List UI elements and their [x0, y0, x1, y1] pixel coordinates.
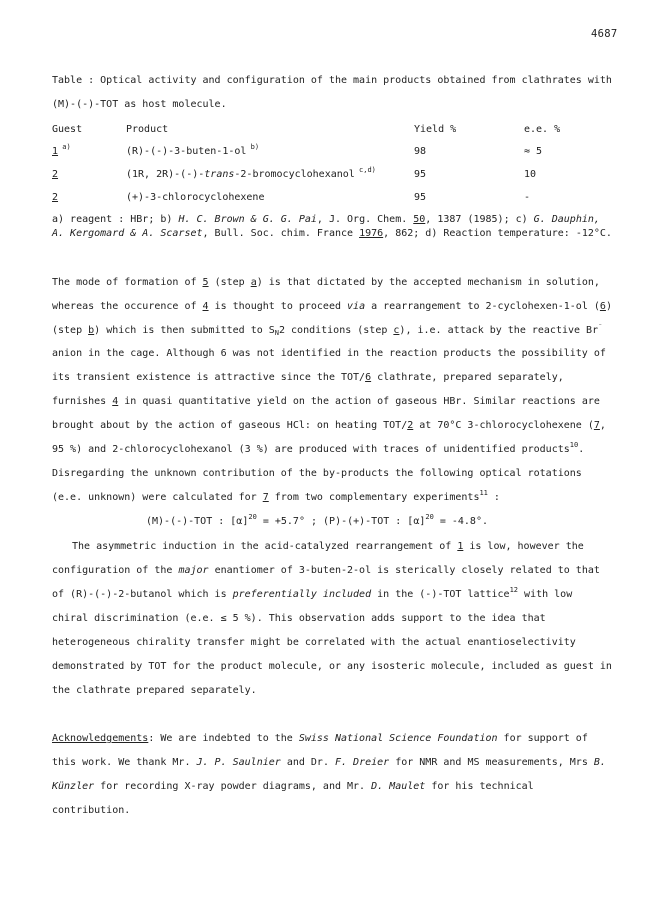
- p1-line: The mode of formation of 5 (step a) is that dictated by the accepted mechanism in solution,: [52, 277, 600, 288]
- p2-line: of (R)-(-)-2-butanol which is preferentially included in the (-)-TOT lattice$^{12}$ with low: [52, 586, 573, 600]
- p1-line: 95 %) and 2-chlorocyclohexanol (3 %) are produced with traces of unidentified products$^{10}$.: [52, 441, 585, 455]
- p2-line: demonstrated by TOT for the product molecule, or any isosteric molecule, included as guest in: [52, 661, 612, 672]
- p2-line: The asymmetric induction in the acid-catalyzed rearrangement of 1 is low, however the: [72, 541, 584, 552]
- p2-line: the clathrate prepared separately.: [52, 685, 257, 696]
- ack-line: contribution.: [52, 805, 131, 816]
- table-header-yield: Yield %: [414, 124, 457, 135]
- table-footnote-line-2: A. Kergomard & A. Scarset, Bull. Soc. chim. France 1976, 862; d) Reaction temperature: -12°C.: [52, 228, 612, 239]
- table-footnote-line-1: a) reagent : HBr; b) H. C. Brown & G. G. Pai, J. Org. Chem. 50, 1387 (1985); c) G. Dauphin,: [52, 214, 600, 225]
- p1-line: (e.e. unknown) were calculated for 7 from two complementary experiments$^{11}$ :: [52, 489, 500, 503]
- ack-line: Künzler for recording X-ray powder diagrams, and Mr. D. Maulet for his technical: [52, 781, 534, 792]
- p1-line: anion in the cage. Although 6 was not identified in the reaction products the possibility of: [52, 348, 606, 359]
- table-row-3-guest: 2: [52, 192, 59, 203]
- page-number: 4687: [591, 28, 618, 40]
- p1-line: whereas the occurence of 4 is thought to proceed via a rearrangement to 2-cyclohexen-1-ol (6): [52, 301, 612, 312]
- table-row-3-product: (+)-3-chlorocyclohexene: [126, 192, 265, 203]
- table-row-1-product: (R)-(-)-3-buten-1-ol $^{b)}$: [126, 143, 260, 157]
- p1-line: its transient existence is attractive since the TOT/6 clathrate, prepared separately,: [52, 372, 564, 383]
- table-row-1-guest: 1 $^{a)}$: [52, 143, 71, 157]
- p2-line: configuration of the major enantiomer of 3-buten-2-ol is sterically closely related to that: [52, 565, 600, 576]
- p1-line: furnishes 4 in quasi quantitative yield on the action of gaseous HBr. Similar reactions are: [52, 396, 600, 407]
- table-caption-line-2: (M)-(-)-TOT as host molecule.: [52, 99, 227, 110]
- p1-line: brought about by the action of gaseous HCl: on heating TOT/2 at 70°C 3-chlorocyclohexene (7,: [52, 420, 606, 431]
- table-header-product: Product: [126, 124, 169, 135]
- optical-rotation-values: (M)-(-)-TOT : $[\alpha]^{20} = +5.7^\circ$ ; (P)-(+)-TOT : $[\alpha]^{20} = -4.8^\circ$.: [146, 513, 488, 527]
- ack-line: Acknowledgements: We are indebted to the Swiss National Science Foundation for support of: [52, 733, 588, 744]
- table-row-2-guest: 2: [52, 169, 59, 180]
- p1-line: (step b) which is then submitted to $S_N2$ conditions (step c), i.e. attack by the reactive Br⁻: [52, 322, 603, 337]
- table-row-1-yield: 98: [414, 146, 427, 157]
- table-row-3-ee: -: [524, 192, 531, 203]
- table-header-guest: Guest: [52, 124, 83, 135]
- p2-line: heterogeneous chirality transfer might be correlated with the actual enantioselectivity: [52, 637, 576, 648]
- table-row-2-ee: 10: [524, 169, 537, 180]
- p2-line: chiral discrimination (e.e. ≤ 5 %). This observation adds support to the idea that: [52, 613, 546, 624]
- table-row-3-yield: 95: [414, 192, 427, 203]
- table-row-1-ee: ≈ 5: [524, 146, 543, 157]
- table-header-ee: e.e. %: [524, 124, 561, 135]
- table-caption-line-1: Table : Optical activity and configuration of the main products obtained from clathrates with: [52, 75, 612, 86]
- ack-line: this work. We thank Mr. J. P. Saulnier and Dr. F. Dreier for NMR and MS measurements, Mrs B.: [52, 757, 606, 768]
- table-row-2-product: (1R, 2R)-(-)-trans-2-bromocyclohexanol $^{c,d)}$: [126, 166, 376, 180]
- table-row-2-yield: 95: [414, 169, 427, 180]
- p1-line: Disregarding the unknown contribution of the by-products the following optical rotations: [52, 468, 582, 479]
